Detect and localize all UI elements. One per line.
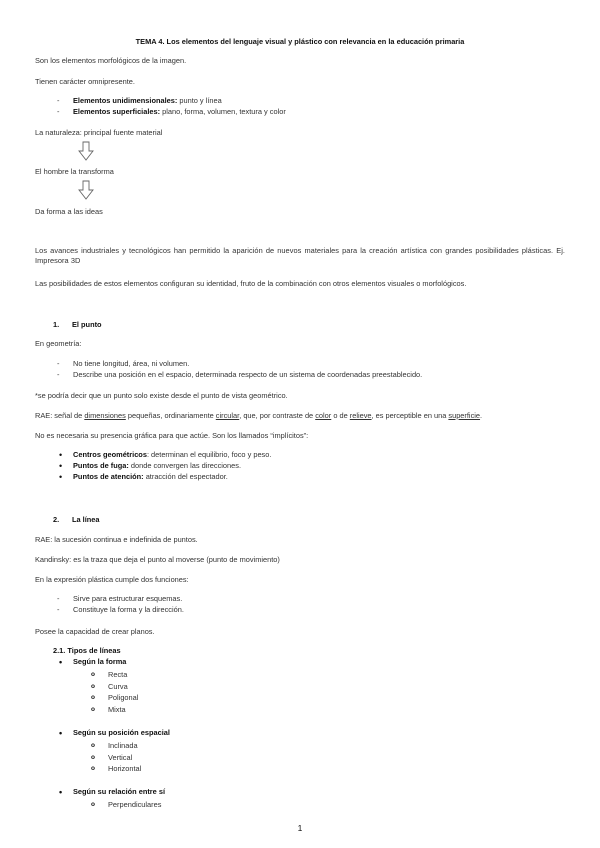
link-dimensiones[interactable]: dimensiones	[84, 411, 126, 420]
line-type-sublist	[91, 799, 161, 811]
morphological-elements-list	[57, 96, 565, 118]
flow-step-2: El hombre la transforma	[35, 167, 114, 176]
section-1-heading: 1. El punto	[53, 320, 102, 329]
line-type-sublist	[91, 740, 141, 775]
section-2-paragraph-3: En la expresión plástica cumple dos funciones:	[35, 575, 189, 584]
list-item: - No tiene longitud, área, ni volumen.	[57, 359, 565, 370]
list-item: • Puntos de atención: atracción del espectador.	[59, 472, 565, 483]
list-item: • Según la forma	[59, 657, 565, 668]
list-item: o Inclinada	[91, 740, 141, 752]
down-arrow-icon	[78, 141, 94, 161]
section-2-paragraph-2: Kandinsky: es la traza que deja el punto al moverse (punto de movimiento)	[35, 555, 280, 564]
link-relieve[interactable]: relieve	[349, 411, 372, 420]
section-2-paragraph-1: RAE: la sucesión continua e indefinida de puntos.	[35, 535, 198, 544]
flow-step-1: La naturaleza: principal fuente material	[35, 128, 163, 137]
list-item: o Mixta	[91, 704, 138, 716]
line-type-group	[59, 787, 565, 798]
down-arrow-icon	[78, 180, 94, 200]
list-item: - Describe una posición en el espacio, determinada respecto de un sistema de coordenadas preestablecido.	[57, 370, 565, 381]
implicit-points-list	[59, 450, 565, 482]
intro-paragraph-4: Las posibilidades de estos elementos configuran su identidad, fruto de la combinación con otros elementos visuales o morfológicos.	[35, 279, 467, 288]
list-item: o Perpendiculares	[91, 799, 161, 811]
link-color[interactable]: color	[315, 411, 332, 420]
list-item: o Poligonal	[91, 692, 138, 704]
flow-step-3: Da forma a las ideas	[35, 207, 103, 216]
list-item: • Centros geométricos: determinan el equilibrio, foco y peso.	[59, 450, 565, 461]
section-2-heading: 2. La línea	[53, 515, 100, 524]
section-2-paragraph-4: Posee la capacidad de crear planos.	[35, 627, 155, 636]
section-1-note: *se podría decir que un punto solo existe desde el punto de vista geométrico.	[35, 391, 288, 400]
list-item: - Sirve para estructurar esquemas.	[57, 594, 565, 605]
rae-definition-point: RAE: señal de dimensiones pequeñas, ordinariamente circular, que, por contraste de color o de relieve, es perceptible en una superficie.	[35, 411, 483, 420]
list-item: o Curva	[91, 681, 138, 693]
list-item: - Constituye la forma y la dirección.	[57, 605, 565, 616]
line-functions-list	[57, 594, 565, 616]
list-item: o Recta	[91, 669, 138, 681]
list-item: - Elementos unidimensionales: punto y línea	[57, 96, 565, 107]
link-circular[interactable]: circular	[215, 411, 240, 420]
section-1-paragraph-1: En geometría:	[35, 339, 82, 348]
subsection-2-1-heading: 2.1. Tipos de líneas	[53, 646, 121, 655]
geometry-list	[57, 359, 565, 381]
list-item: • Según su posición espacial	[59, 728, 565, 739]
list-item: - Elementos superficiales: plano, forma, volumen, textura y color	[57, 107, 565, 118]
list-item: o Vertical	[91, 752, 141, 764]
intro-paragraph-1: Son los elementos morfológicos de la imagen.	[35, 56, 187, 65]
document-title: TEMA 4. Los elementos del lenguaje visual y plástico con relevancia en la educación primaria	[135, 37, 465, 46]
list-item: • Puntos de fuga: donde convergen las direcciones.	[59, 461, 565, 472]
link-superficie[interactable]: superficie	[448, 411, 481, 420]
intro-paragraph-2: Tienen carácter omnipresente.	[35, 77, 135, 86]
line-type-group	[59, 728, 565, 739]
list-item: • Según su relación entre sí	[59, 787, 565, 798]
intro-paragraph-3: Los avances industriales y tecnológicos han permitido la aparición de nuevos materiales para la creación artística con grandes posibilidades plásticas. Ej. Impresora 3D	[35, 246, 565, 265]
list-item: o Horizontal	[91, 763, 141, 775]
line-type-sublist	[91, 669, 138, 716]
line-type-group	[59, 657, 565, 668]
section-1-paragraph-2: No es necesaria su presencia gráfica para que actúe. Son los llamados “implícitos”:	[35, 431, 309, 440]
page-number: 1	[297, 823, 303, 833]
